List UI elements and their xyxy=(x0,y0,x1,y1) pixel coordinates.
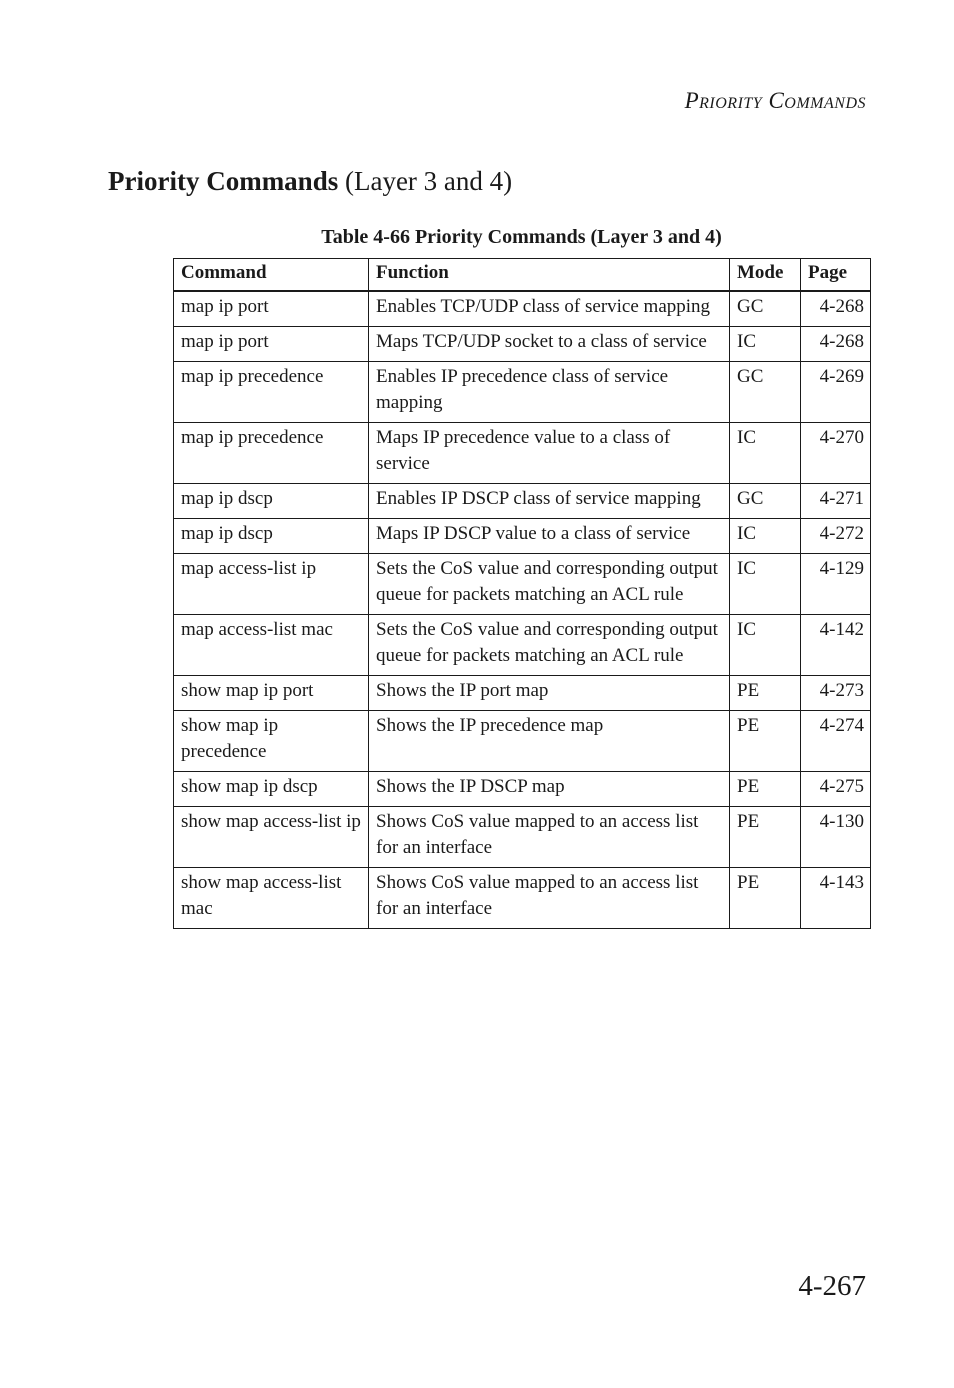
column-header-page: Page xyxy=(801,259,871,292)
section-title xyxy=(108,166,512,197)
cell-page: 4-273 xyxy=(801,676,871,711)
table-caption: Table 4-66 Priority Commands (Layer 3 and 4) xyxy=(321,226,722,248)
table-header-row xyxy=(174,259,871,292)
cell-page: 4-269 xyxy=(801,362,871,423)
cell-page: 4-143 xyxy=(801,868,871,929)
cell-mode: GC xyxy=(730,291,801,327)
cell-mode: GC xyxy=(730,362,801,423)
table-row xyxy=(174,615,871,676)
cell-function: Enables TCP/UDP class of service mapping xyxy=(369,291,730,327)
table-row xyxy=(174,327,871,362)
cell-page: 4-275 xyxy=(801,772,871,807)
cell-page: 4-130 xyxy=(801,807,871,868)
cell-mode: PE xyxy=(730,676,801,711)
cell-function: Shows CoS value mapped to an access list for an interface xyxy=(369,807,730,868)
cell-command: show map access-list mac xyxy=(174,868,369,929)
cell-page: 4-129 xyxy=(801,554,871,615)
cell-command: show map ip precedence xyxy=(174,711,369,772)
table-row xyxy=(174,772,871,807)
section-title-main: Priority Commands xyxy=(108,166,339,196)
table-row xyxy=(174,807,871,868)
column-header-command: Command xyxy=(174,259,369,292)
cell-function: Sets the CoS value and corresponding output queue for packets matching an ACL rule xyxy=(369,615,730,676)
table-row xyxy=(174,484,871,519)
cell-command: map access-list mac xyxy=(174,615,369,676)
column-header-function: Function xyxy=(369,259,730,292)
table-row xyxy=(174,676,871,711)
cell-mode: IC xyxy=(730,327,801,362)
cell-command: map ip port xyxy=(174,327,369,362)
cell-page: 4-271 xyxy=(801,484,871,519)
cell-page: 4-272 xyxy=(801,519,871,554)
cell-mode: IC xyxy=(730,615,801,676)
table-row xyxy=(174,868,871,929)
cell-mode: PE xyxy=(730,772,801,807)
cell-function: Shows CoS value mapped to an access list for an interface xyxy=(369,868,730,929)
cell-mode: PE xyxy=(730,807,801,868)
cell-page: 4-268 xyxy=(801,291,871,327)
cell-function: Shows the IP DSCP map xyxy=(369,772,730,807)
cell-command: map ip port xyxy=(174,291,369,327)
table-row xyxy=(174,362,871,423)
cell-page: 4-142 xyxy=(801,615,871,676)
cell-function: Enables IP precedence class of service mapping xyxy=(369,362,730,423)
cell-function: Sets the CoS value and corresponding output queue for packets matching an ACL rule xyxy=(369,554,730,615)
cell-function: Shows the IP precedence map xyxy=(369,711,730,772)
cell-command: show map ip port xyxy=(174,676,369,711)
priority-commands-table xyxy=(173,258,871,929)
cell-function: Maps IP precedence value to a class of service xyxy=(369,423,730,484)
cell-function: Maps IP DSCP value to a class of service xyxy=(369,519,730,554)
table-row xyxy=(174,519,871,554)
cell-page: 4-270 xyxy=(801,423,871,484)
cell-mode: GC xyxy=(730,484,801,519)
cell-command: show map ip dscp xyxy=(174,772,369,807)
cell-mode: PE xyxy=(730,711,801,772)
page-number: 4-267 xyxy=(798,1270,866,1302)
cell-function: Maps TCP/UDP socket to a class of service xyxy=(369,327,730,362)
cell-command: show map access-list ip xyxy=(174,807,369,868)
cell-mode: IC xyxy=(730,554,801,615)
section-title-suffix: (Layer 3 and 4) xyxy=(338,166,513,196)
cell-mode: PE xyxy=(730,868,801,929)
table-row xyxy=(174,291,871,327)
table-row xyxy=(174,711,871,772)
cell-page: 4-274 xyxy=(801,711,871,772)
cell-command: map ip dscp xyxy=(174,519,369,554)
cell-command: map ip precedence xyxy=(174,423,369,484)
table-row xyxy=(174,423,871,484)
cell-page: 4-268 xyxy=(801,327,871,362)
cell-command: map ip dscp xyxy=(174,484,369,519)
table-row xyxy=(174,554,871,615)
cell-command: map ip precedence xyxy=(174,362,369,423)
table-body xyxy=(174,291,871,929)
column-header-mode: Mode xyxy=(730,259,801,292)
cell-mode: IC xyxy=(730,423,801,484)
cell-mode: IC xyxy=(730,519,801,554)
cell-function: Shows the IP port map xyxy=(369,676,730,711)
running-header: Priority Commands xyxy=(684,88,866,113)
cell-command: map access-list ip xyxy=(174,554,369,615)
cell-function: Enables IP DSCP class of service mapping xyxy=(369,484,730,519)
